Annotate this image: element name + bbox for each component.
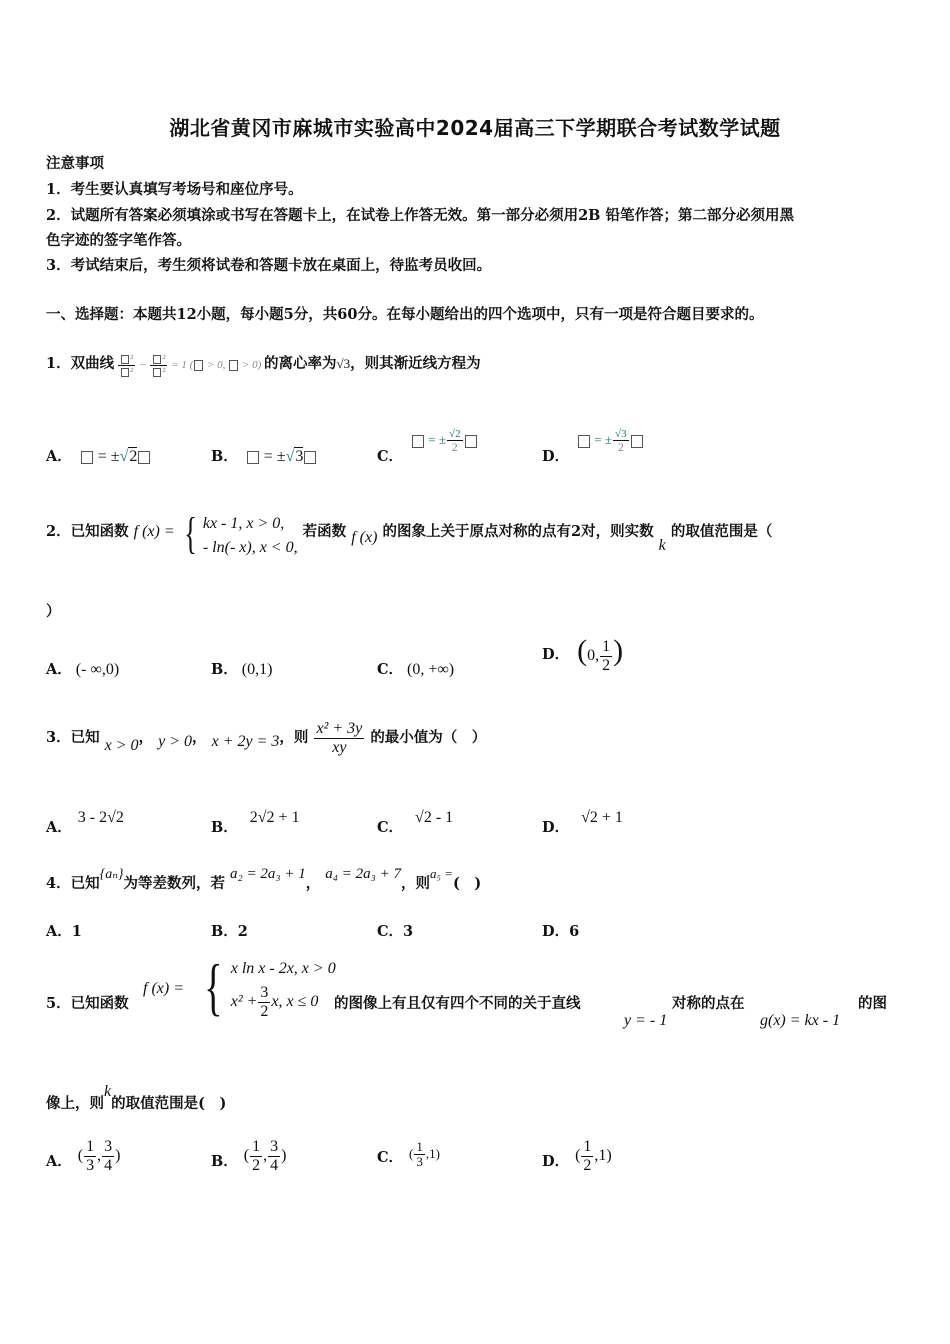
q1-option-a[interactable]: A． = ±√2 [46, 445, 151, 466]
q5-option-d[interactable]: D． ( $\frac{1}{2}$ ,1) [542, 1138, 612, 1174]
question-5-label: 5．已知函数 [46, 995, 129, 1012]
q1-option-d[interactable]: D． = ± $\frac{√3}{2}$ [542, 428, 644, 454]
q2-option-a[interactable]: A． (- ∞,0) [46, 661, 120, 678]
question-5-mid2: 对称的点在 [672, 995, 745, 1012]
q5-fx: f (x) = [143, 980, 184, 997]
q3-option-d[interactable]: D．√2 + 1 [542, 809, 623, 836]
notice-heading: 注意事项 [46, 155, 104, 172]
q5-piecewise: { x ln x - 2x, x > 0 x² + $\frac{3}{2}$ x, x ≤ 0 [204, 951, 336, 1022]
q5-line: y = - 1 [624, 1012, 668, 1029]
question-2-close: ） [46, 603, 61, 620]
page-title: 湖北省黄冈市麻城市实验高中2024届高三下学期联合考试数学试题 [169, 116, 781, 140]
q2-option-b[interactable]: B． (0,1) [211, 661, 273, 678]
q3-option-c[interactable]: C．√2 - 1 [377, 809, 454, 836]
question-4-stem: 4．已知{aₙ}为等差数列，若 a₂ = 2a₃ + 1， a₄ = 2a₃ + 7，则a₅ =( ) [46, 866, 482, 892]
q2-option-d[interactable]: D． (0, $\frac{1}{2}$ ) [542, 634, 624, 674]
notice-item: 色字迹的签字笔作答。 [46, 232, 191, 249]
question-5-tail: 的图 [858, 995, 887, 1012]
notice-item: 1．考生要认真填写考场号和座位序号。 [46, 181, 303, 198]
question-3-stem: 3．已知 x > 0， y > 0， x + 2y = 3，则 $\frac{\text{x² + 3y}}{xy}$ 的最小值为（ ） [46, 720, 487, 756]
question-1-stem: 1．双曲线 $\frac{\text{²}}{\text{²}}$ − $\frac{\text{²}}{\text{²}}$ = 1 ( > 0, > 0) 的离心率为√3，则其渐近线方程为 [46, 352, 481, 378]
q3-option-a[interactable]: A．3 - 2√2 [46, 809, 124, 836]
question-5-line2: 像上，则k的取值范围是( ) [46, 1083, 227, 1112]
q5-g: g(x) = kx - 1 [760, 1012, 841, 1029]
q5-option-b[interactable]: B． ( $\frac{1}{2}$ , $\frac{3}{4}$ ) [211, 1138, 287, 1174]
q2-option-c[interactable]: C． (0, +∞) [377, 661, 455, 678]
q4-option-d[interactable]: D．6 [542, 923, 580, 940]
question-5-mid: 的图像上有且仅有四个不同的关于直线 [334, 995, 581, 1012]
q5-option-a[interactable]: A． ( $\frac{1}{3}$ , $\frac{3}{4}$ ) [46, 1138, 121, 1174]
q4-option-b[interactable]: B．2 [211, 923, 248, 940]
question-2-stem: 2．已知函数 f (x) = { kx - 1, x > 0, - ln(- x), x < 0, 若函数 f (x) 的图象上关于原点对称的点有2对，则实数 k 的取值范围是（ [46, 509, 773, 558]
q3-option-b[interactable]: B．2√2 + 1 [211, 809, 300, 836]
q1-option-c[interactable]: C． = ± $\frac{√2}{2}$ [377, 428, 478, 454]
q1-option-b[interactable]: B． = ±√3 [211, 445, 317, 466]
q5-option-c[interactable]: C． ( $\frac{1}{3}$ ,1) [377, 1139, 440, 1170]
q4-option-a[interactable]: A．1 [46, 923, 82, 940]
q4-option-c[interactable]: C．3 [377, 923, 414, 940]
notice-item: 3．考试结束后，考生须将试卷和答题卡放在桌面上，待监考员收回。 [46, 257, 492, 274]
notice-item: 2．试题所有答案必须填涂或书写在答题卡上，在试卷上作答无效。第一部分必须用2B 铅笔作答；第二部分必须用黑 [46, 207, 794, 224]
section-heading: 一、选择题：本题共12小题，每小题5分，共60分。在每小题给出的四个选项中，只有一项是符合题目要求的。 [46, 306, 764, 323]
